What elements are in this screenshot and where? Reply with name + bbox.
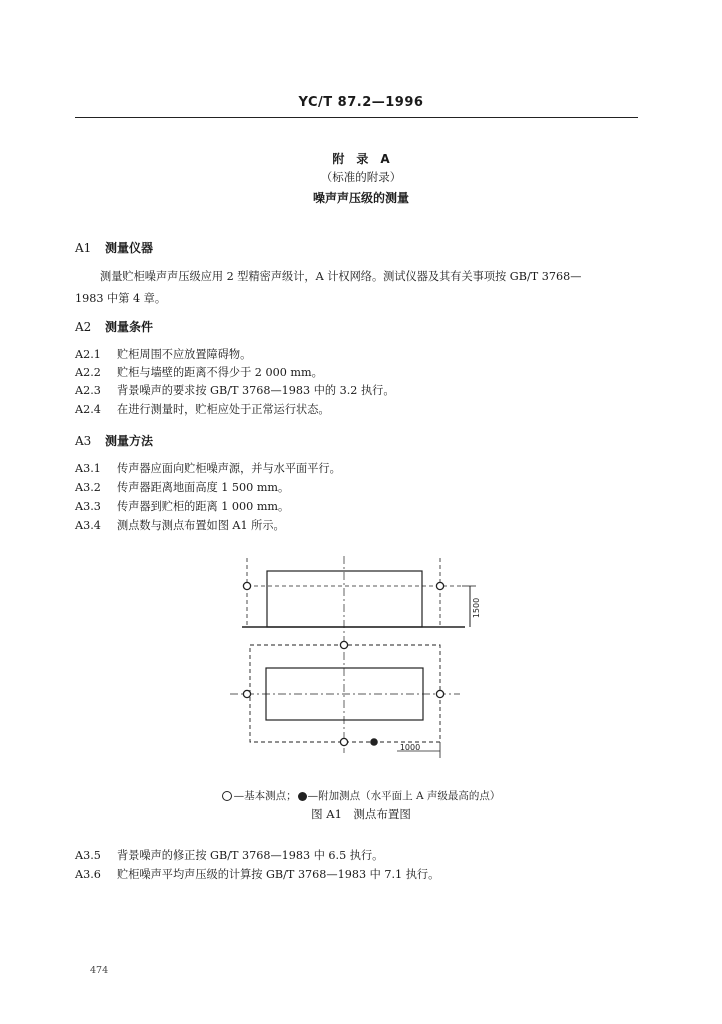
section-number: A1 bbox=[75, 241, 92, 255]
item-text: 背景噪声的修正按 GB/T 3768—1983 中 6.5 执行。 bbox=[117, 849, 384, 862]
list-item bbox=[75, 847, 383, 863]
a1-paragraph-line1: 测量贮柜噪声声压级应用 2 型精密声级计，A 计权网络。测试仪器及其有关事项按 GB/T 3768— bbox=[100, 270, 582, 283]
appendix-title: 噪声声压级的测量 bbox=[312, 191, 409, 205]
dimension-1000-label: 1000 bbox=[399, 743, 421, 752]
legend-basic-label: —基本测点； bbox=[233, 790, 297, 802]
measurement-boundary bbox=[250, 645, 440, 742]
item-number: A3.4 bbox=[75, 519, 101, 532]
list-item bbox=[75, 866, 439, 882]
section-number: A2 bbox=[75, 320, 92, 334]
header-rule bbox=[75, 117, 638, 118]
section-heading-a2 bbox=[75, 318, 153, 335]
item-text: 在进行测量时，贮柜应处于正常运行状态。 bbox=[117, 403, 330, 416]
item-number: A3.1 bbox=[75, 462, 101, 475]
item-number: A3.6 bbox=[75, 868, 101, 881]
cabinet-elevation-view bbox=[267, 571, 422, 627]
standard-code-header: YC/T 87.2—1996 bbox=[298, 95, 424, 110]
filled-circle-icon bbox=[298, 792, 307, 801]
item-number: A2.2 bbox=[75, 366, 101, 379]
appendix-type: （标准的附录） bbox=[320, 170, 402, 184]
item-text: 贮柜周围不应放置障碍物。 bbox=[117, 348, 252, 361]
item-number: A3.2 bbox=[75, 481, 101, 494]
section-heading-a1 bbox=[75, 239, 153, 256]
section-heading-a3 bbox=[75, 432, 153, 449]
figure-legend bbox=[0, 788, 722, 803]
basic-measurement-point bbox=[436, 690, 443, 697]
list-item bbox=[75, 517, 285, 533]
additional-measurement-point bbox=[370, 738, 378, 746]
basic-measurement-point bbox=[340, 641, 347, 648]
item-text: 传声器到贮柜的距离 1 000 mm。 bbox=[117, 500, 290, 513]
list-item bbox=[75, 479, 289, 495]
basic-measurement-point bbox=[243, 690, 250, 697]
page-number: 474 bbox=[90, 965, 109, 976]
a1-paragraph-line2: 1983 中第 4 章。 bbox=[75, 292, 167, 305]
section-number: A3 bbox=[75, 434, 92, 448]
list-item bbox=[75, 364, 323, 380]
dimension-1500-label: 1500 bbox=[472, 597, 481, 619]
open-circle-icon bbox=[222, 791, 232, 801]
list-item bbox=[75, 498, 289, 514]
basic-measurement-point bbox=[436, 582, 443, 589]
item-number: A2.4 bbox=[75, 403, 101, 416]
section-title: 测量条件 bbox=[105, 320, 154, 334]
figure-caption: 图 A1 测点布置图 bbox=[311, 807, 411, 821]
legend-extra-label: —附加测点（水平面上 A 声级最高的点） bbox=[307, 790, 501, 802]
measurement-layout-figure bbox=[222, 548, 482, 768]
item-number: A3.5 bbox=[75, 849, 101, 862]
item-number: A2.3 bbox=[75, 384, 101, 397]
list-item bbox=[75, 346, 251, 362]
list-item bbox=[75, 401, 330, 417]
list-item bbox=[75, 382, 395, 398]
item-text: 传声器距离地面高度 1 500 mm。 bbox=[117, 481, 290, 494]
item-text: 传声器应面向贮柜噪声源，并与水平面平行。 bbox=[117, 462, 341, 475]
basic-measurement-point bbox=[243, 582, 250, 589]
section-title: 测量方法 bbox=[105, 434, 154, 448]
item-text: 测点数与测点布置如图 A1 所示。 bbox=[117, 519, 285, 532]
section-title: 测量仪器 bbox=[105, 241, 154, 255]
appendix-label: 附 录 A bbox=[332, 152, 390, 166]
basic-measurement-point bbox=[340, 738, 347, 745]
item-text: 贮柜噪声平均声压级的计算按 GB/T 3768—1983 中 7.1 执行。 bbox=[117, 868, 440, 881]
list-item bbox=[75, 460, 341, 476]
item-number: A3.3 bbox=[75, 500, 101, 513]
item-text: 背景噪声的要求按 GB/T 3768—1983 中的 3.2 执行。 bbox=[117, 384, 395, 397]
item-text: 贮柜与墙壁的距离不得少于 2 000 mm。 bbox=[117, 366, 323, 379]
item-number: A2.1 bbox=[75, 348, 101, 361]
